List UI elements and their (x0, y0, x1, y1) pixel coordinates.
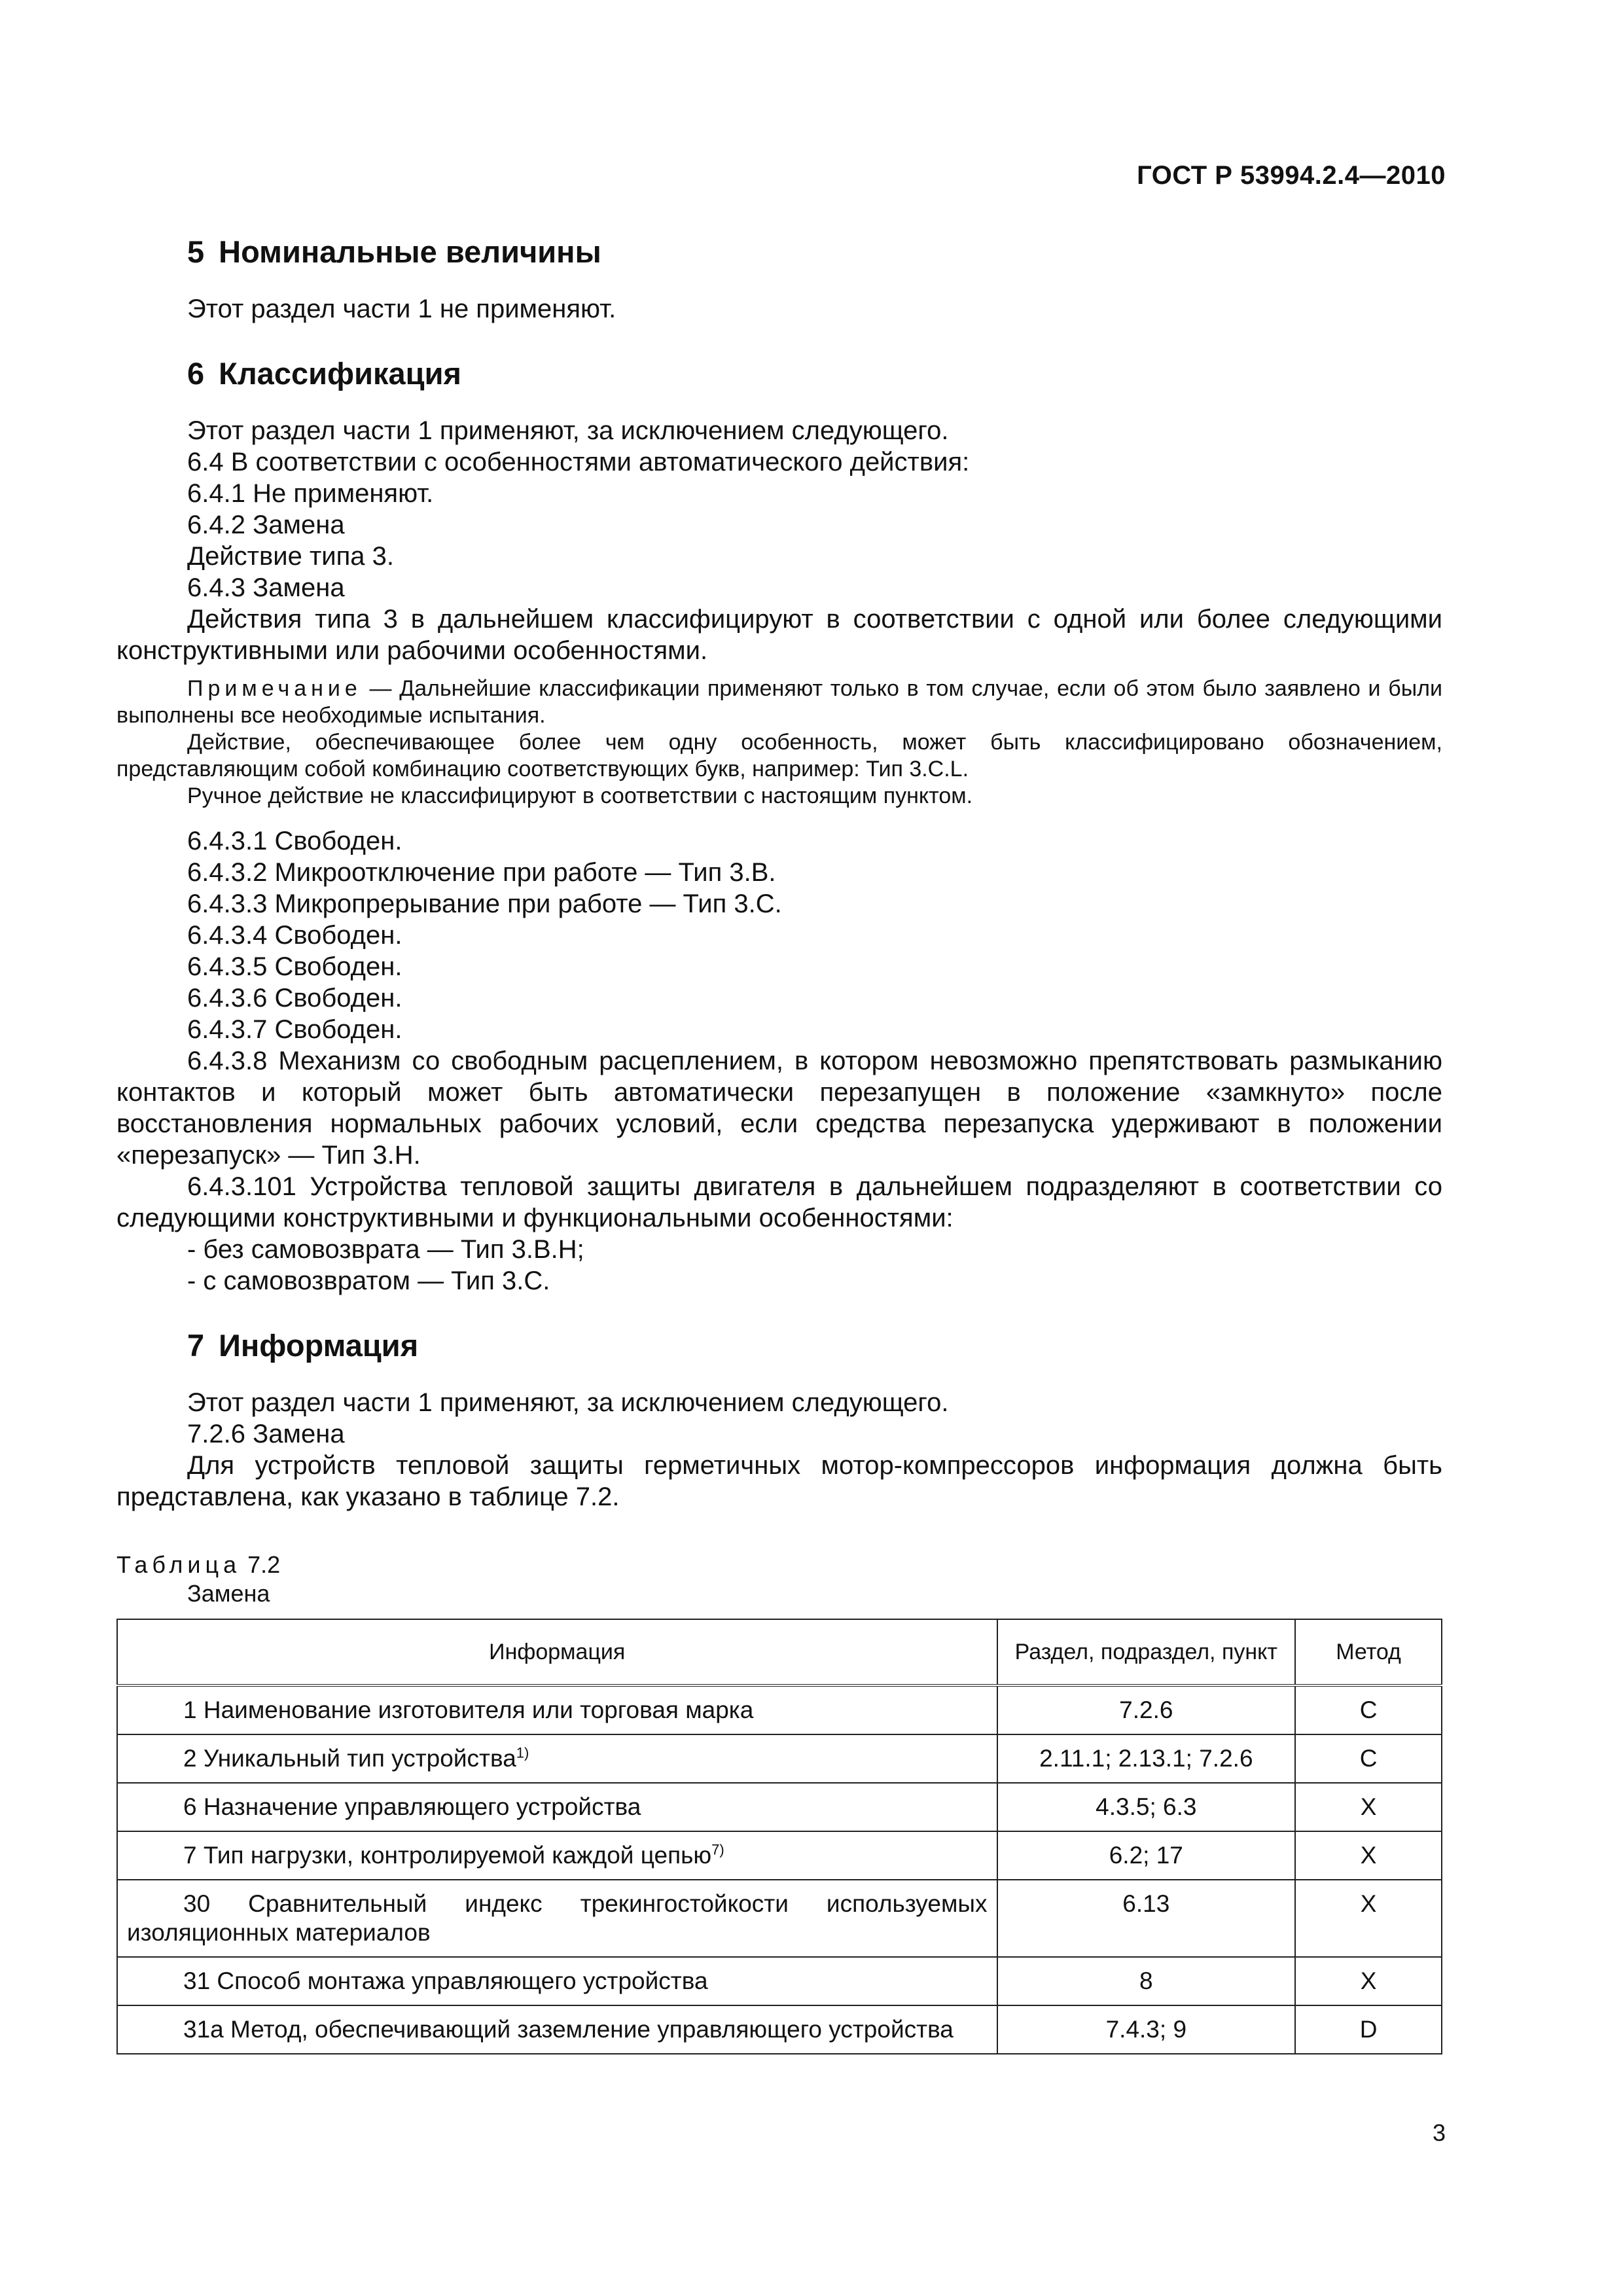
cell-method: X (1295, 1783, 1442, 1831)
table-row (117, 1880, 1442, 1957)
clause-item: - с самовозвратом — Тип 3.С. (187, 1266, 550, 1295)
cell-info (117, 1783, 997, 1831)
clause-item: 6.4.3.6 Свободен. (187, 984, 402, 1013)
info-text: 2 Уникальный тип устройства (183, 1745, 516, 1772)
document-content (116, 229, 1442, 2054)
section-7-line: 7.2.6 Замена (187, 1420, 345, 1448)
table-row (117, 1831, 1442, 1880)
clause-item: 6.4.3.2 Микроотключение при работе — Тип 3.В. (187, 858, 776, 887)
table-row (117, 1734, 1442, 1783)
info-text: 7 Тип нагрузки, контролируемой каждой цепью (183, 1842, 712, 1869)
clause-item: 6.4.3.5 Свободен. (187, 952, 402, 981)
clause-item: 6.4.3.1 Свободен. (187, 827, 402, 855)
section-5-heading (116, 229, 1442, 275)
clause-item: 6.4.3.4 Свободен. (187, 921, 402, 950)
section-7-line: Этот раздел части 1 применяют, за исключением следующего. (187, 1388, 949, 1417)
footnote-ref: 7) (711, 1841, 724, 1858)
information-table (116, 1619, 1442, 2054)
section-6-number: 6 (187, 356, 205, 391)
cell-section: 2.11.1; 2.13.1; 7.2.6 (997, 1734, 1296, 1783)
section-6-line: 6.4 В соответствии с особенностями автоматического действия: (187, 448, 970, 476)
section-6-title: Классификация (219, 356, 461, 391)
cell-section: 7.4.3; 9 (997, 2005, 1296, 2054)
section-6-line: Действие типа 3. (187, 542, 394, 571)
column-header-info: Информация (117, 1619, 997, 1685)
clause-item: 6.4.3.3 Микропрерывание при работе — Тип 3.С. (187, 889, 782, 918)
info-text: 31a Метод, обеспечивающий заземление управляющего устройства (183, 2016, 954, 2043)
table-row (117, 2005, 1442, 2054)
cell-method: X (1295, 1957, 1442, 2005)
cell-method: C (1295, 1685, 1442, 1734)
cell-method: X (1295, 1880, 1442, 1957)
cell-section: 6.2; 17 (997, 1831, 1296, 1880)
cell-info (117, 1734, 997, 1783)
section-6-line: Этот раздел части 1 применяют, за исключением следующего. (187, 416, 949, 445)
footnote-ref: 1) (516, 1744, 529, 1761)
section-5-text: Этот раздел части 1 не применяют. (187, 295, 616, 323)
cell-info (117, 1880, 997, 1957)
cell-method: D (1295, 2005, 1442, 2054)
note-line: Действие, обеспечивающее более чем одну особенность, может быть классифицировано обозначением, представляющим собой комбинацию соответствующих букв, например: Тип 3.C.L. (116, 730, 1442, 781)
note-block (116, 675, 1442, 810)
clause-item: - без самовозврата — Тип 3.В.Н; (187, 1235, 584, 1264)
cell-section: 7.2.6 (997, 1685, 1296, 1734)
info-text: 6 Назначение управляющего устройства (183, 1793, 641, 1820)
clause-item: 6.4.3.8 Механизм со свободным расцеплением, в котором невозможно препятствовать размыканию контактов и который может быть автоматически перезапущен в положение «замкнуто» после восстановления нормальных рабочих условий, если средства перезапуска удерживают в положении «перезапуск» — Тип 3.Н. (116, 1047, 1442, 1170)
section-7-heading (116, 1323, 1442, 1369)
table-caption (116, 1551, 1442, 1608)
section-6-line: 6.4.2 Замена (187, 511, 345, 539)
cell-info (117, 1831, 997, 1880)
section-7-line: Для устройств тепловой защиты герметичных мотор-компрессоров информация должна быть представлена, как указано в таблице 7.2. (116, 1451, 1442, 1511)
section-5-title: Номинальные величины (219, 234, 601, 269)
table-caption-word: Таблица (116, 1551, 241, 1578)
section-7-number: 7 (187, 1328, 205, 1363)
cell-section: 6.13 (997, 1880, 1296, 1957)
cell-info (117, 1685, 997, 1734)
cell-info (117, 1957, 997, 2005)
column-header-section: Раздел, подраздел, пункт (997, 1619, 1296, 1685)
section-6-heading (116, 351, 1442, 397)
section-6-line: 6.4.1 Не применяют. (187, 479, 434, 508)
clause-item: 6.4.3.7 Свободен. (187, 1015, 402, 1044)
page-number: 3 (1432, 2119, 1446, 2146)
table-caption-number: 7.2 (241, 1551, 281, 1578)
cell-method: X (1295, 1831, 1442, 1880)
cell-section: 4.3.5; 6.3 (997, 1783, 1296, 1831)
column-header-method: Метод (1295, 1619, 1442, 1685)
cell-info (117, 2005, 997, 2054)
cell-method: C (1295, 1734, 1442, 1783)
document-header: ГОСТ Р 53994.2.4—2010 (1137, 161, 1446, 190)
info-text: 31 Способ монтажа управляющего устройства (183, 1967, 708, 1994)
table-subcaption: Замена (187, 1580, 270, 1607)
note-label: Примечание (187, 676, 362, 701)
note-line: Ручное действие не классифицируют в соответствии с настоящим пунктом. (187, 783, 973, 808)
table-row (117, 1783, 1442, 1831)
note-text: — Дальнейшие классификации применяют только в том случае, если об этом было заявлено и были выполнены все необходимые испытания. (116, 676, 1442, 728)
table-row (117, 1957, 1442, 2005)
section-5-number: 5 (187, 234, 205, 269)
section-7-title: Информация (219, 1328, 419, 1363)
table-header-row (117, 1619, 1442, 1685)
clause-item: 6.4.3.101 Устройства тепловой защиты двигателя в дальнейшем подразделяют в соответствии со следующими конструктивными и функциональными особенностями: (116, 1172, 1442, 1232)
info-text: 30 Сравнительный индекс трекингостойкости используемых изоляционных материалов (127, 1890, 988, 1946)
section-6-line: Действия типа 3 в дальнейшем классифицируют в соответствии с одной или более следующими конструктивными или рабочими особенностями. (116, 605, 1442, 665)
cell-section: 8 (997, 1957, 1296, 2005)
info-text: 1 Наименование изготовителя или торговая марка (183, 1696, 754, 1723)
table-row (117, 1685, 1442, 1734)
section-6-line: 6.4.3 Замена (187, 573, 345, 602)
table-title (116, 1551, 1442, 1579)
note-paragraph (116, 675, 1442, 729)
